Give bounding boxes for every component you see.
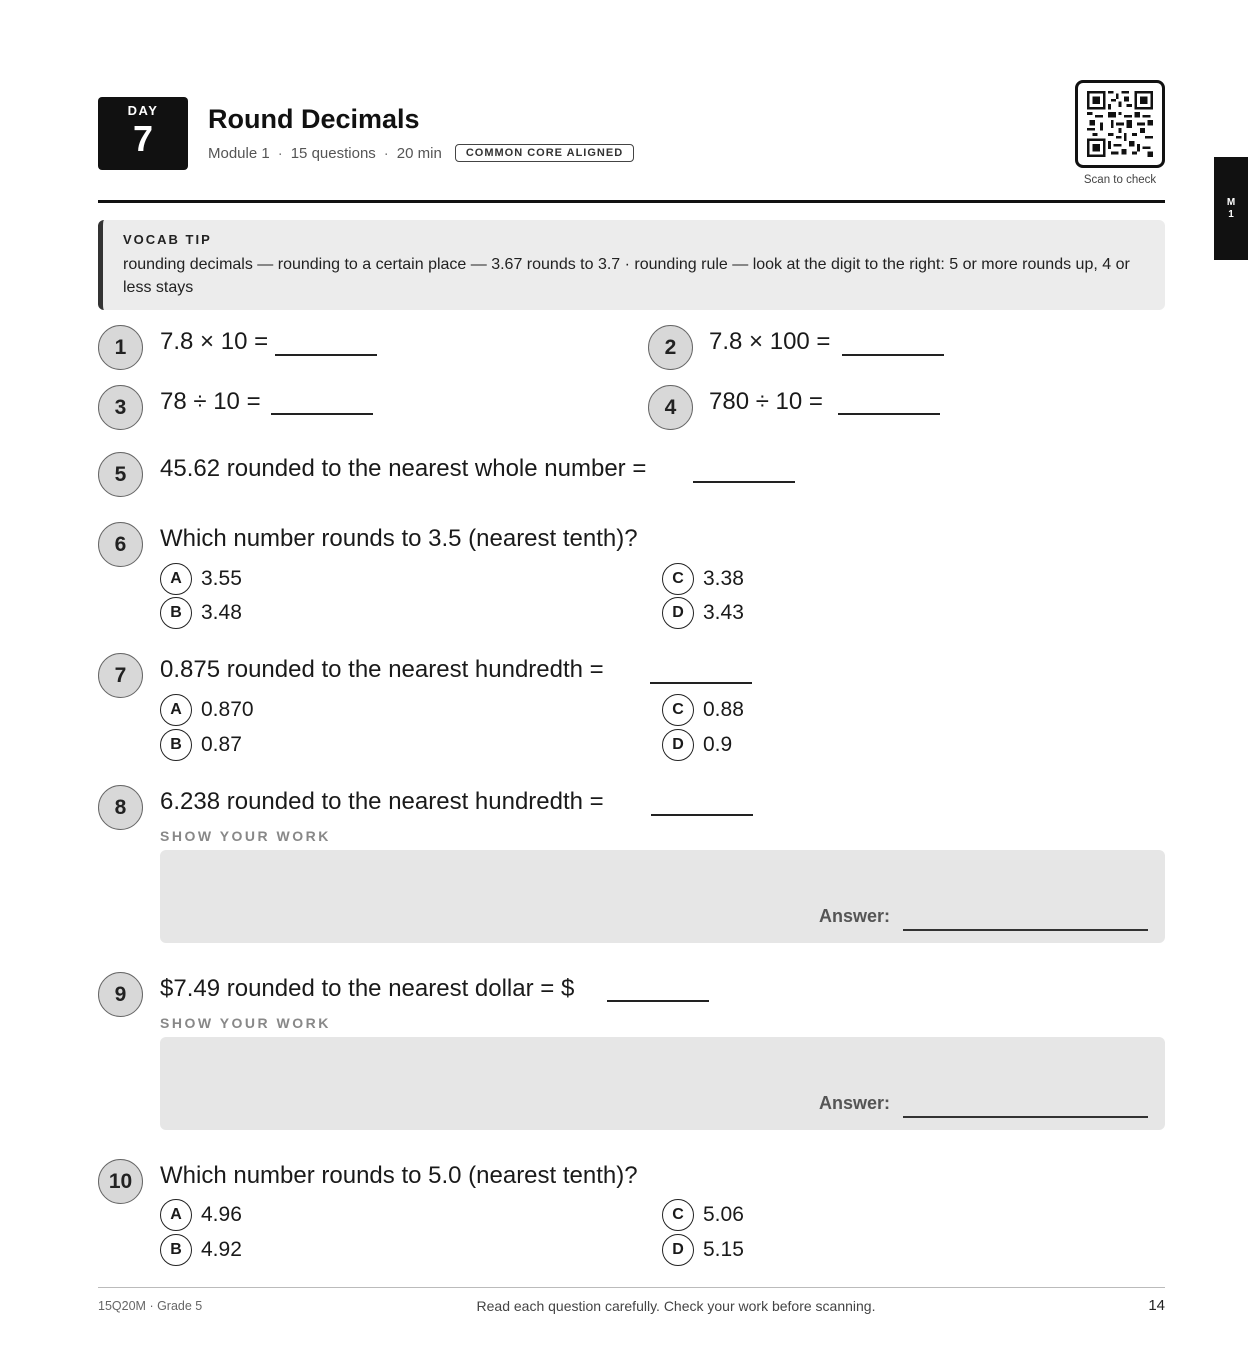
answer-blank[interactable] bbox=[271, 413, 373, 415]
separator-dot: · bbox=[383, 144, 389, 162]
vocab-tip bbox=[98, 220, 1165, 310]
page-number: 14 bbox=[1148, 1297, 1165, 1314]
answer-blank[interactable] bbox=[842, 354, 944, 356]
worksheet-meta bbox=[208, 144, 634, 162]
question-number: 3 bbox=[98, 385, 143, 430]
answer-blank[interactable] bbox=[607, 1000, 709, 1002]
choice-a[interactable] bbox=[160, 694, 254, 726]
choice-value: 5.15 bbox=[703, 1238, 744, 1261]
side-tab-line2: 1 bbox=[1228, 209, 1234, 220]
answer-line[interactable] bbox=[903, 929, 1148, 931]
question-number: 4 bbox=[648, 385, 693, 430]
qr-code-icon bbox=[1086, 91, 1154, 157]
choice-letter: B bbox=[160, 1234, 192, 1266]
choice-a[interactable] bbox=[160, 563, 242, 595]
answer-label: Answer: bbox=[818, 1093, 890, 1113]
question-text: 780 ÷ 10 = bbox=[709, 388, 823, 415]
choice-letter: A bbox=[160, 1199, 192, 1231]
question-text: Which number rounds to 3.5 (nearest tenth)? bbox=[160, 525, 638, 552]
module-label: Module 1 bbox=[208, 144, 270, 162]
question-text: 0.875 rounded to the nearest hundredth = bbox=[160, 656, 604, 683]
question-number: 9 bbox=[98, 972, 143, 1017]
question-number: 8 bbox=[98, 785, 143, 830]
choice-value: 3.43 bbox=[703, 601, 744, 624]
choice-letter: A bbox=[160, 563, 192, 595]
answer-blank[interactable] bbox=[275, 354, 377, 356]
choice-value: 0.870 bbox=[201, 698, 254, 721]
question-text: 7.8 × 100 = bbox=[709, 328, 831, 355]
grade-label: Grade 5 bbox=[157, 1299, 203, 1313]
answer-blank[interactable] bbox=[650, 682, 752, 684]
choice-value: 0.88 bbox=[703, 698, 744, 721]
question-text: Which number rounds to 5.0 (nearest tenth)? bbox=[160, 1162, 638, 1189]
choice-letter: B bbox=[160, 597, 192, 629]
header-divider bbox=[98, 200, 1165, 203]
duration: 20 min bbox=[396, 144, 442, 162]
choice-c[interactable] bbox=[662, 694, 744, 726]
day-badge bbox=[98, 97, 188, 170]
side-tab-line1: M bbox=[1226, 197, 1236, 208]
answer-blank[interactable] bbox=[838, 413, 940, 415]
choice-value: 4.92 bbox=[201, 1238, 242, 1261]
question-text: 7.8 × 10 = bbox=[160, 328, 269, 355]
question-number: 6 bbox=[98, 522, 143, 567]
question-number: 5 bbox=[98, 452, 143, 497]
answer-blank[interactable] bbox=[693, 481, 795, 483]
choice-value: 0.9 bbox=[703, 733, 733, 756]
choice-value: 0.87 bbox=[201, 733, 242, 756]
qr-caption: Scan to check bbox=[1083, 174, 1157, 186]
qr-code[interactable] bbox=[1075, 80, 1165, 168]
separator-dot: · bbox=[277, 144, 283, 162]
choice-d[interactable] bbox=[662, 1234, 744, 1266]
choice-letter: D bbox=[662, 729, 694, 761]
footer-divider bbox=[98, 1287, 1165, 1288]
choice-letter: C bbox=[662, 1199, 694, 1231]
choice-d[interactable] bbox=[662, 597, 744, 629]
common-core-badge: COMMON CORE ALIGNED bbox=[455, 144, 634, 162]
question-number: 10 bbox=[98, 1159, 143, 1204]
footer-instruction: Read each question carefully. Check your work before scanning. bbox=[476, 1298, 876, 1314]
worksheet-code: 15Q20M bbox=[98, 1299, 146, 1313]
choice-c[interactable] bbox=[662, 563, 744, 595]
choice-value: 4.96 bbox=[201, 1203, 242, 1226]
choice-a[interactable] bbox=[160, 1199, 242, 1231]
choice-b[interactable] bbox=[160, 729, 242, 761]
choice-value: 3.55 bbox=[201, 567, 242, 590]
choice-b[interactable] bbox=[160, 597, 242, 629]
separator-dot: · bbox=[149, 1299, 158, 1313]
choice-letter: C bbox=[662, 694, 694, 726]
choice-value: 3.38 bbox=[703, 567, 744, 590]
vocab-title: VOCAB TIP bbox=[123, 232, 212, 247]
question-count: 15 questions bbox=[290, 144, 376, 162]
choice-value: 5.06 bbox=[703, 1203, 744, 1226]
choice-letter: C bbox=[662, 563, 694, 595]
answer-label: Answer: bbox=[818, 906, 890, 926]
work-area[interactable] bbox=[160, 850, 1165, 943]
module-side-tab bbox=[1214, 157, 1248, 260]
question-text: $7.49 rounded to the nearest dollar = $ bbox=[160, 975, 575, 1002]
choice-letter: D bbox=[662, 1234, 694, 1266]
question-number: 2 bbox=[648, 325, 693, 370]
choice-letter: B bbox=[160, 729, 192, 761]
show-work-label: SHOW YOUR WORK bbox=[160, 828, 331, 844]
choice-value: 3.48 bbox=[201, 601, 242, 624]
choice-letter: D bbox=[662, 597, 694, 629]
question-number: 7 bbox=[98, 653, 143, 698]
vocab-text: rounding decimals — rounding to a certain place — 3.67 rounds to 3.7 · rounding rule — look at the digit to the right: 5 or more rounds up, 4 or less stays bbox=[123, 256, 1130, 296]
choice-b[interactable] bbox=[160, 1234, 242, 1266]
work-area[interactable] bbox=[160, 1037, 1165, 1130]
choice-d[interactable] bbox=[662, 729, 732, 761]
answer-line[interactable] bbox=[903, 1116, 1148, 1118]
question-text: 78 ÷ 10 = bbox=[160, 388, 261, 415]
day-label: DAY bbox=[127, 103, 159, 118]
show-work-label: SHOW YOUR WORK bbox=[160, 1015, 331, 1031]
question-text: 45.62 rounded to the nearest whole number = bbox=[160, 455, 647, 482]
day-number: 7 bbox=[132, 118, 154, 159]
choice-letter: A bbox=[160, 694, 192, 726]
page-title: Round Decimals bbox=[208, 104, 420, 134]
question-number: 1 bbox=[98, 325, 143, 370]
choice-c[interactable] bbox=[662, 1199, 744, 1231]
answer-blank[interactable] bbox=[651, 814, 753, 816]
question-text: 6.238 rounded to the nearest hundredth = bbox=[160, 788, 604, 815]
